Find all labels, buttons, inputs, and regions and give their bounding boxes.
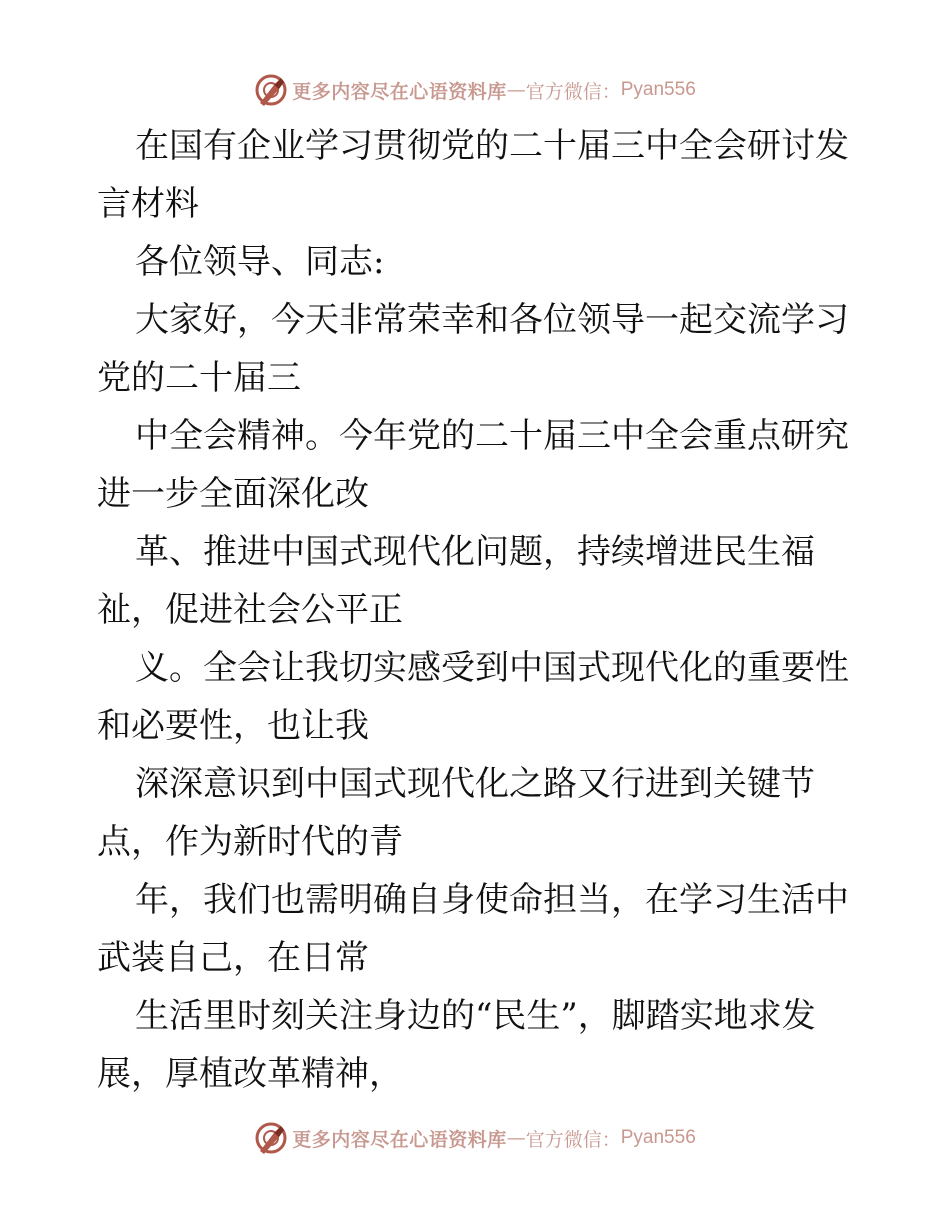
salutation-line: 各位领导、同志: bbox=[135, 242, 385, 282]
paragraph-line: 生活里时刻关注身边的“民生”，脚踏实地求发 bbox=[135, 996, 816, 1036]
banner-separator: — bbox=[506, 79, 526, 101]
header-watermark-banner bbox=[0, 70, 950, 110]
paragraph-line: 武装自己，在日常 bbox=[97, 938, 369, 978]
banner-wechat-label: 官方微信： bbox=[525, 1128, 621, 1151]
pen-logo-icon bbox=[254, 73, 288, 107]
banner-site-name: 更多内容尽在心语资料库 bbox=[292, 80, 507, 103]
banner-wechat-id: Pyan556 bbox=[620, 1127, 696, 1148]
paragraph-line: 中全会精神。今年党的二十届三中全会重点研究 bbox=[135, 416, 849, 456]
paragraph-line: 深深意识到中国式现代化之路又行进到关键节 bbox=[135, 764, 815, 804]
banner-separator: — bbox=[506, 1127, 526, 1149]
banner-site-name: 更多内容尽在心语资料库 bbox=[292, 1128, 507, 1151]
paragraph-line: 党的二十届三 bbox=[97, 358, 301, 398]
paragraph-line: 祉，促进社会公平正 bbox=[97, 590, 403, 630]
paragraph-line: 义。全会让我切实感受到中国式现代化的重要性 bbox=[135, 648, 849, 688]
document-body bbox=[97, 117, 857, 1103]
pen-logo-icon bbox=[254, 1121, 288, 1155]
footer-watermark-banner bbox=[0, 1118, 950, 1158]
paragraph-line: 革、推进中国式现代化问题，持续增进民生福 bbox=[135, 532, 815, 572]
paragraph-line: 和必要性，也让我 bbox=[97, 706, 369, 746]
banner-wechat-id: Pyan556 bbox=[620, 79, 696, 100]
title-line-1: 在国有企业学习贯彻党的二十届三中全会研讨发 bbox=[135, 126, 849, 166]
paragraph-line: 点，作为新时代的青 bbox=[97, 822, 403, 862]
paragraph-line: 展，厚植改革精神， bbox=[97, 1054, 403, 1094]
paragraph-line: 大家好，今天非常荣幸和各位领导一起交流学习 bbox=[135, 300, 849, 340]
banner-wechat-label: 官方微信： bbox=[525, 80, 621, 103]
paragraph-line: 进一步全面深化改 bbox=[97, 474, 369, 514]
title-line-2: 言材料 bbox=[97, 184, 199, 224]
paragraph-line: 年，我们也需明确自身使命担当，在学习生活中 bbox=[135, 880, 849, 920]
